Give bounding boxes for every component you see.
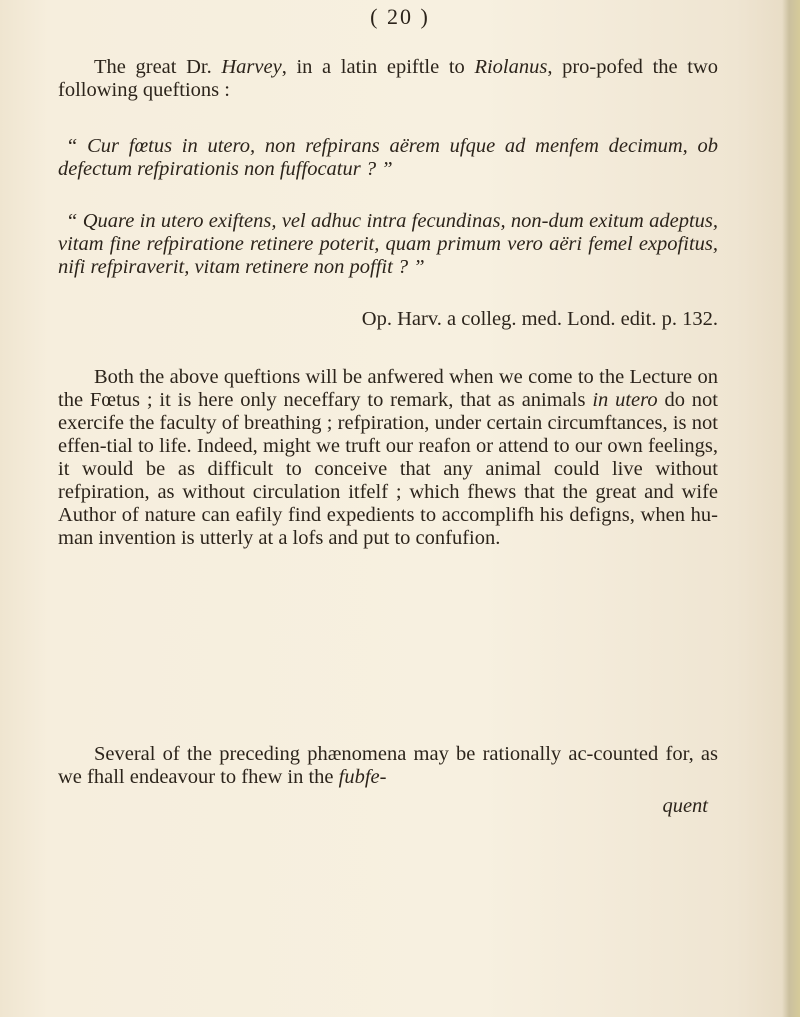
body-text-1b: do not exercife the faculty of breathing ; refpiration, under certain circumftances, is not effen-tial to life. Indeed, might we truft our reafon or attend to our own feelings, it would be as difficult to conceive that any animal could live without refpiration, as without circulation itfelf ; which fhews that the great and wife Author of nature can eafily find expedients to accomplifh his defigns, when hu-man invention is utterly at a lofs and put to confufion. xyxy=(58,389,719,549)
body-text-2: Several of the preceding phænomena may be rationally ac-counted for, as we fhall endeavour to fhew in the xyxy=(58,743,718,788)
citation: Op. Harv. a colleg. med. Lond. edit. p. 132. xyxy=(361,308,718,330)
latin-question-1: “ Cur fœtus in utero, non refpirans aërem ufque ad menfem decimum, ob defectum refpirationis non fuffocatur ? ” xyxy=(58,135,718,180)
body-text-1a: Both the above queftions will be anfwered when we come to the Lecture on the Fœtus ; it is here only neceffary to remark, that as animals xyxy=(58,366,718,411)
catchword: quent xyxy=(662,795,708,817)
page-number: ( 20 ) xyxy=(370,4,430,29)
page-edge-shadow xyxy=(782,0,800,1017)
name-harvey: Harvey xyxy=(221,56,282,78)
intro-text-2: , in a latin epiftle to xyxy=(281,56,475,78)
intro-paragraph xyxy=(58,56,718,102)
body-paragraph-2 xyxy=(58,743,718,789)
body-paragraph-1 xyxy=(58,366,718,550)
intro-text-1: The great Dr. xyxy=(94,56,222,78)
name-riolanus: Riolanus xyxy=(474,56,548,78)
intro-text-3: , pro-pofed the two following queftions : xyxy=(58,56,718,101)
hyphenated-word: fubfe- xyxy=(338,766,387,788)
latin-question-2: “ Quare in utero exiftens, vel adhuc intra fecundinas, non-dum exitum adeptus, vitam fine refpiratione retinere poterit, quam primum vero aëri femel expofitus, nifi refpiraverit, vitam retinere non poffit ? ” xyxy=(58,210,718,278)
term-in-utero: in utero xyxy=(592,389,658,411)
